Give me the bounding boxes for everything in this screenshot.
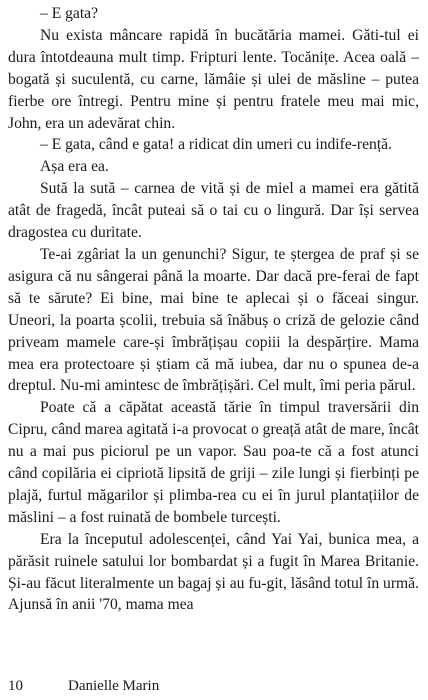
paragraph-1: – E gata? [40, 5, 99, 22]
body-text [8, 3, 419, 616]
paragraph-2: Nu exista mâncare rapidă în bucătăria mamei. Găti-tul ei dura întotdeauna mult timp. Fripturi lente. Tocănițe. Acea oală – bogată și suculentă, cu carne, lămâie și ulei de măsline – putea fierbe ore întregi. Pentru mine și pentru fratele meu mai mic, John, era un adevărat chin. [8, 26, 419, 132]
paragraph-7: Poate că a căpătat această tărie în timpul traversării din Cipru, când marea agitată i-a provocat o greață atât de mare, încât nu a mai pus piciorul pe un vapor. Sau poa-te că a fost atunci când copilăria ei cipriotă lipsită de griji – zile lungi și fierbinți pe plajă, furtul măgarilor și plimba-rea cu ei în jurul plantațiilor de măslini – a fost ruinată de bombele turcești. [8, 399, 419, 526]
page-footer [8, 677, 159, 695]
paragraph-8: Era la începutul adolescenței, când Yai Yai, bunica mea, a părăsit ruinele satului lor bombardat și a fugit în Marea Britanie. Și-au făcut literalmente un bagaj și au fu-git, lăsând totul în urmă. Ajunsă în anii '70, mama mea [8, 530, 419, 614]
paragraph-4: Așa era ea. [40, 158, 109, 176]
paragraph-5: Sută la sută – carnea de vită și de miel a mamei era gătită atât de fragedă, încât puteai să o tai cu o lingură. Dar își servea dragostea cu duritate. [8, 180, 419, 242]
paragraph-3: – E gata, când e gata! a ridicat din umeri cu indife-rență. [40, 136, 392, 154]
paragraph-6: Te-ai zgâriat la un genunchi? Sigur, te ștergea de praf și se asigura că nu sângerai până la moarte. Dar dacă pre-ferai de fapt să te sărute? Ei bine, mai bine te aplecai și o făceai singur. Uneori, la poarta școlii, trebuia să înăbuș o criză de gelozie când priveam mamele care-și îmbrățișau copiii la despărțire. Mama mea era protectoare și știam că mă iubea, dar nu o spunea de-a dreptul. Nu-mi amintesc de îmbrățișări. Cel mult, îmi peria părul. [8, 245, 419, 395]
running-author: Danielle Marin [68, 678, 160, 694]
page-number: 10 [8, 678, 23, 694]
